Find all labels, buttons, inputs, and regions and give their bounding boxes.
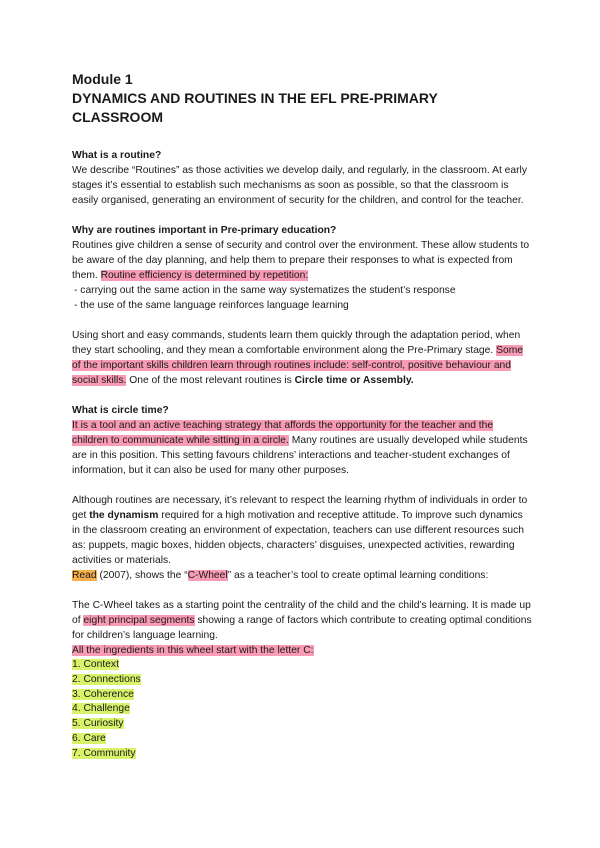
list-item: 2. Connections [72,673,141,685]
list-item: - the use of the same language reinforces language learning [74,298,532,313]
ingredients-highlight: All the ingredients in this wheel start with the letter C: [72,645,314,656]
dynamism-bold: the dynamism [89,510,159,521]
list-item: 6. Care [72,732,106,744]
list-item: 7. Community [72,747,136,759]
cwheel-highlight: C-Wheel [187,570,228,581]
routine-definition-paragraph: We describe “Routines” as those activities we develop daily, and regularly, in the classroom. At early stages it’s essential to establish such mechanisms as soon as possible, so that the classroom is easily organised, generating an environment of security for the children, and control for the teacher. [72,165,527,206]
repetition-bullet-list [72,283,532,313]
dynamism-text-start: Although routines are necessary, it’s relevant to respect the learning rhythm of individuals in order to get [72,495,528,521]
relevant-routine-text: One of the most relevant routines is [126,375,295,386]
read-reference-text: (2007), shows the “ [96,570,188,581]
circle-time-paragraph [72,418,532,478]
cwheel-text-end: showing a range of factors which contribute to creating optimal conditions for children’s language learning. [72,615,532,641]
list-item: 5. Curiosity [72,718,124,730]
dynamism-paragraph [72,493,532,568]
repetition-highlight: Routine efficiency is determined by repetition: [100,270,309,281]
list-item: 4. Challenge [72,703,130,715]
heading-why-routines-important: Why are routines important in Pre-primary education? [72,225,337,236]
cwheel-ingredient-list [72,658,532,762]
ingredients-intro [72,643,532,658]
heading-what-is-circle-time: What is circle time? [72,405,169,416]
cwheel-paragraph [72,598,532,643]
commands-paragraph [72,328,532,388]
routines-importance-text: Routines give children a sense of security and control over the environment. These allow students to be aware of the day planning, and help them to prepare their responses to what is expected from them. [72,240,530,281]
routines-importance-paragraph [72,238,532,283]
dynamism-text-end: required for a high motivation and receptive attitude. To improve such dynamics in the classroom creating an environment of expectation, teachers can use different resources such as: puppets, magic boxes, hidden objects, characters’ disguises, unexpected activities, rewarding activities or materials. [72,510,524,566]
circle-time-bold: Circle time or Assembly. [294,375,414,386]
circle-time-highlight: It is a tool and an active teaching strategy that affords the opportunity for the teacher and the children to communicate while sitting in a circle. [72,420,494,446]
heading-what-is-routine: What is a routine? [72,150,162,161]
commands-text: Using short and easy commands, students learn them quickly through the adaptation period, when they start schooling, and they mean a comfortable environment along the Pre-Primary stage. [72,330,521,356]
list-item: - carrying out the same action in the same way systematizes the student’s response [74,283,532,298]
list-item: 1. Context [72,659,119,670]
module-label: Module 1 [72,71,133,87]
list-item: 3. Coherence [72,688,134,700]
cwheel-text-start: The C-Wheel takes as a starting point the centrality of the child and the child’s learning. It is made up of [72,600,531,626]
skills-highlight: Some of the important skills children learn through routines include: self-control, positive behaviour and social skills. [72,345,524,386]
read-reference-text-end: ” as a teacher’s tool to create optimal learning conditions: [227,570,489,581]
module-title: DYNAMICS AND ROUTINES IN THE EFL PRE-PRIMARY CLASSROOM [72,90,438,125]
document-page [72,70,532,762]
read-reference-paragraph [72,568,532,583]
circle-time-text: Many routines are usually developed while students are in this position. This setting favours childrens’ interactions and teacher-student exchanges of information, but it can also be used for many other purposes. [72,435,528,476]
segments-highlight: eight principal segments [83,615,195,626]
read-author-highlight: Read [72,570,97,581]
